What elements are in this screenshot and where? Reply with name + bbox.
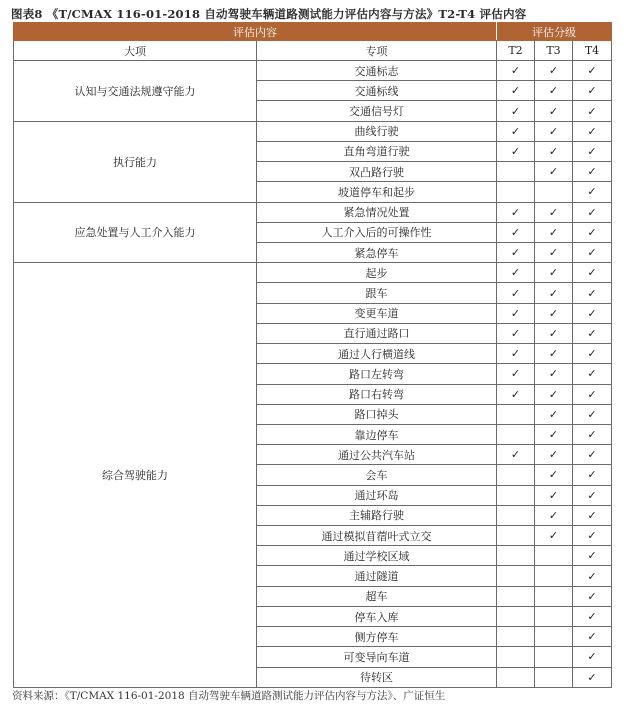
item-name-cell: 紧急情况处置 bbox=[257, 202, 497, 222]
item-name-cell: 直角弯道行驶 bbox=[257, 141, 497, 161]
item-name-cell: 停车入库 bbox=[257, 606, 497, 626]
category-cell: 执行能力 bbox=[14, 121, 257, 202]
item-name-cell: 通过人行横道线 bbox=[257, 344, 497, 364]
check-cell-t4: ✓ bbox=[573, 404, 612, 424]
check-cell-t4: ✓ bbox=[573, 101, 612, 121]
check-cell-t4: ✓ bbox=[573, 283, 612, 303]
check-cell-t4: ✓ bbox=[573, 627, 612, 647]
check-cell-t3: ✓ bbox=[535, 222, 573, 242]
item-name-cell: 通过环岛 bbox=[257, 485, 497, 505]
check-cell-t4: ✓ bbox=[573, 485, 612, 505]
item-name-cell: 路口右转弯 bbox=[257, 384, 497, 404]
check-cell-t4: ✓ bbox=[573, 263, 612, 283]
item-name-cell: 可变导向车道 bbox=[257, 647, 497, 667]
check-cell-t2 bbox=[497, 424, 535, 444]
item-name-cell: 主辅路行驶 bbox=[257, 505, 497, 525]
evaluation-table bbox=[13, 22, 612, 688]
item-name-cell: 交通标线 bbox=[257, 81, 497, 101]
header-grade: 评估分级 bbox=[497, 23, 612, 41]
check-cell-t3: ✓ bbox=[535, 505, 573, 525]
check-cell-t2 bbox=[497, 667, 535, 687]
check-cell-t4: ✓ bbox=[573, 162, 612, 182]
check-cell-t2 bbox=[497, 505, 535, 525]
figure-title: 图表8 《T/CMAX 116-01-2018 自动驾驶车辆道路测试能力评估内容与方法》T2-T4 评估内容 bbox=[11, 7, 527, 21]
check-cell-t4: ✓ bbox=[573, 121, 612, 141]
check-cell-t4: ✓ bbox=[573, 303, 612, 323]
item-name-cell: 路口左转弯 bbox=[257, 364, 497, 384]
check-cell-t2: ✓ bbox=[497, 101, 535, 121]
check-cell-t3 bbox=[535, 647, 573, 667]
check-cell-t2: ✓ bbox=[497, 121, 535, 141]
check-cell-t3 bbox=[535, 182, 573, 202]
check-cell-t3: ✓ bbox=[535, 344, 573, 364]
check-cell-t2 bbox=[497, 465, 535, 485]
table-row bbox=[14, 61, 612, 81]
check-cell-t2 bbox=[497, 586, 535, 606]
check-cell-t3 bbox=[535, 606, 573, 626]
check-cell-t2: ✓ bbox=[497, 384, 535, 404]
check-cell-t4: ✓ bbox=[573, 667, 612, 687]
check-cell-t4: ✓ bbox=[573, 182, 612, 202]
check-cell-t3: ✓ bbox=[535, 162, 573, 182]
item-name-cell: 坡道停车和起步 bbox=[257, 182, 497, 202]
item-name-cell: 路口掉头 bbox=[257, 404, 497, 424]
header-level-t4: T4 bbox=[573, 41, 612, 61]
check-cell-t3: ✓ bbox=[535, 465, 573, 485]
check-cell-t3 bbox=[535, 546, 573, 566]
check-cell-t3: ✓ bbox=[535, 121, 573, 141]
check-cell-t3 bbox=[535, 586, 573, 606]
check-cell-t2 bbox=[497, 647, 535, 667]
check-cell-t2: ✓ bbox=[497, 222, 535, 242]
header-row-top bbox=[14, 23, 612, 41]
check-cell-t4: ✓ bbox=[573, 242, 612, 262]
item-name-cell: 通过模拟苜蓿叶式立交 bbox=[257, 526, 497, 546]
source-note: 资料来源：《T/CMAX 116-01-2018 自动驾驶车辆道路测试能力评估内容与方法》、广证恒生 bbox=[12, 690, 446, 702]
check-cell-t4: ✓ bbox=[573, 364, 612, 384]
category-cell: 综合驾驶能力 bbox=[14, 263, 257, 688]
check-cell-t3: ✓ bbox=[535, 485, 573, 505]
check-cell-t2: ✓ bbox=[497, 364, 535, 384]
check-cell-t2 bbox=[497, 162, 535, 182]
check-cell-t3: ✓ bbox=[535, 61, 573, 81]
check-cell-t2 bbox=[497, 627, 535, 647]
item-name-cell: 跟车 bbox=[257, 283, 497, 303]
item-name-cell: 通过隧道 bbox=[257, 566, 497, 586]
item-name-cell: 会车 bbox=[257, 465, 497, 485]
header-category: 大项 bbox=[14, 41, 257, 61]
check-cell-t2 bbox=[497, 606, 535, 626]
check-cell-t4: ✓ bbox=[573, 344, 612, 364]
header-row-sub bbox=[14, 41, 612, 61]
item-name-cell: 超车 bbox=[257, 586, 497, 606]
check-cell-t2: ✓ bbox=[497, 323, 535, 343]
table-row bbox=[14, 121, 612, 141]
item-name-cell: 曲线行驶 bbox=[257, 121, 497, 141]
check-cell-t4: ✓ bbox=[573, 424, 612, 444]
check-cell-t4: ✓ bbox=[573, 505, 612, 525]
check-cell-t2: ✓ bbox=[497, 303, 535, 323]
check-cell-t3: ✓ bbox=[535, 364, 573, 384]
item-name-cell: 双凸路行驶 bbox=[257, 162, 497, 182]
item-name-cell: 侧方停车 bbox=[257, 627, 497, 647]
check-cell-t4: ✓ bbox=[573, 465, 612, 485]
header-level-t2: T2 bbox=[497, 41, 535, 61]
check-cell-t3: ✓ bbox=[535, 384, 573, 404]
check-cell-t3: ✓ bbox=[535, 101, 573, 121]
item-name-cell: 变更车道 bbox=[257, 303, 497, 323]
check-cell-t4: ✓ bbox=[573, 526, 612, 546]
check-cell-t2: ✓ bbox=[497, 445, 535, 465]
item-name-cell: 通过学校区域 bbox=[257, 546, 497, 566]
check-cell-t3: ✓ bbox=[535, 526, 573, 546]
item-name-cell: 紧急停车 bbox=[257, 242, 497, 262]
check-cell-t4: ✓ bbox=[573, 384, 612, 404]
check-cell-t3: ✓ bbox=[535, 202, 573, 222]
check-cell-t3 bbox=[535, 566, 573, 586]
check-cell-t2: ✓ bbox=[497, 81, 535, 101]
header-item: 专项 bbox=[257, 41, 497, 61]
category-cell: 应急处置与人工介入能力 bbox=[14, 202, 257, 263]
check-cell-t4: ✓ bbox=[573, 606, 612, 626]
check-cell-t3: ✓ bbox=[535, 242, 573, 262]
check-cell-t3: ✓ bbox=[535, 263, 573, 283]
check-cell-t3: ✓ bbox=[535, 404, 573, 424]
check-cell-t2: ✓ bbox=[497, 344, 535, 364]
check-cell-t3: ✓ bbox=[535, 141, 573, 161]
table-row bbox=[14, 202, 612, 222]
check-cell-t2: ✓ bbox=[497, 61, 535, 81]
check-cell-t4: ✓ bbox=[573, 222, 612, 242]
check-cell-t4: ✓ bbox=[573, 586, 612, 606]
check-cell-t3: ✓ bbox=[535, 424, 573, 444]
check-cell-t3: ✓ bbox=[535, 323, 573, 343]
check-cell-t4: ✓ bbox=[573, 546, 612, 566]
item-name-cell: 通过公共汽车站 bbox=[257, 445, 497, 465]
check-cell-t3: ✓ bbox=[535, 445, 573, 465]
header-content: 评估内容 bbox=[14, 23, 497, 41]
check-cell-t2 bbox=[497, 485, 535, 505]
check-cell-t3: ✓ bbox=[535, 303, 573, 323]
check-cell-t2: ✓ bbox=[497, 202, 535, 222]
check-cell-t2 bbox=[497, 546, 535, 566]
check-cell-t4: ✓ bbox=[573, 202, 612, 222]
check-cell-t2 bbox=[497, 526, 535, 546]
check-cell-t2: ✓ bbox=[497, 141, 535, 161]
check-cell-t3 bbox=[535, 627, 573, 647]
check-cell-t3: ✓ bbox=[535, 81, 573, 101]
item-name-cell: 起步 bbox=[257, 263, 497, 283]
table-row bbox=[14, 263, 612, 283]
header-level-t3: T3 bbox=[535, 41, 573, 61]
check-cell-t2: ✓ bbox=[497, 263, 535, 283]
check-cell-t2: ✓ bbox=[497, 283, 535, 303]
table-body bbox=[14, 23, 612, 688]
check-cell-t4: ✓ bbox=[573, 323, 612, 343]
item-name-cell: 直行通过路口 bbox=[257, 323, 497, 343]
check-cell-t2: ✓ bbox=[497, 242, 535, 262]
check-cell-t4: ✓ bbox=[573, 445, 612, 465]
item-name-cell: 靠边停车 bbox=[257, 424, 497, 444]
check-cell-t2 bbox=[497, 566, 535, 586]
check-cell-t4: ✓ bbox=[573, 647, 612, 667]
item-name-cell: 交通标志 bbox=[257, 61, 497, 81]
check-cell-t3: ✓ bbox=[535, 283, 573, 303]
check-cell-t2 bbox=[497, 404, 535, 424]
item-name-cell: 交通信号灯 bbox=[257, 101, 497, 121]
check-cell-t3 bbox=[535, 667, 573, 687]
check-cell-t2 bbox=[497, 182, 535, 202]
item-name-cell: 人工介入后的可操作性 bbox=[257, 222, 497, 242]
check-cell-t4: ✓ bbox=[573, 81, 612, 101]
category-cell: 认知与交通法规遵守能力 bbox=[14, 61, 257, 122]
item-name-cell: 待转区 bbox=[257, 667, 497, 687]
check-cell-t4: ✓ bbox=[573, 61, 612, 81]
check-cell-t4: ✓ bbox=[573, 141, 612, 161]
check-cell-t4: ✓ bbox=[573, 566, 612, 586]
